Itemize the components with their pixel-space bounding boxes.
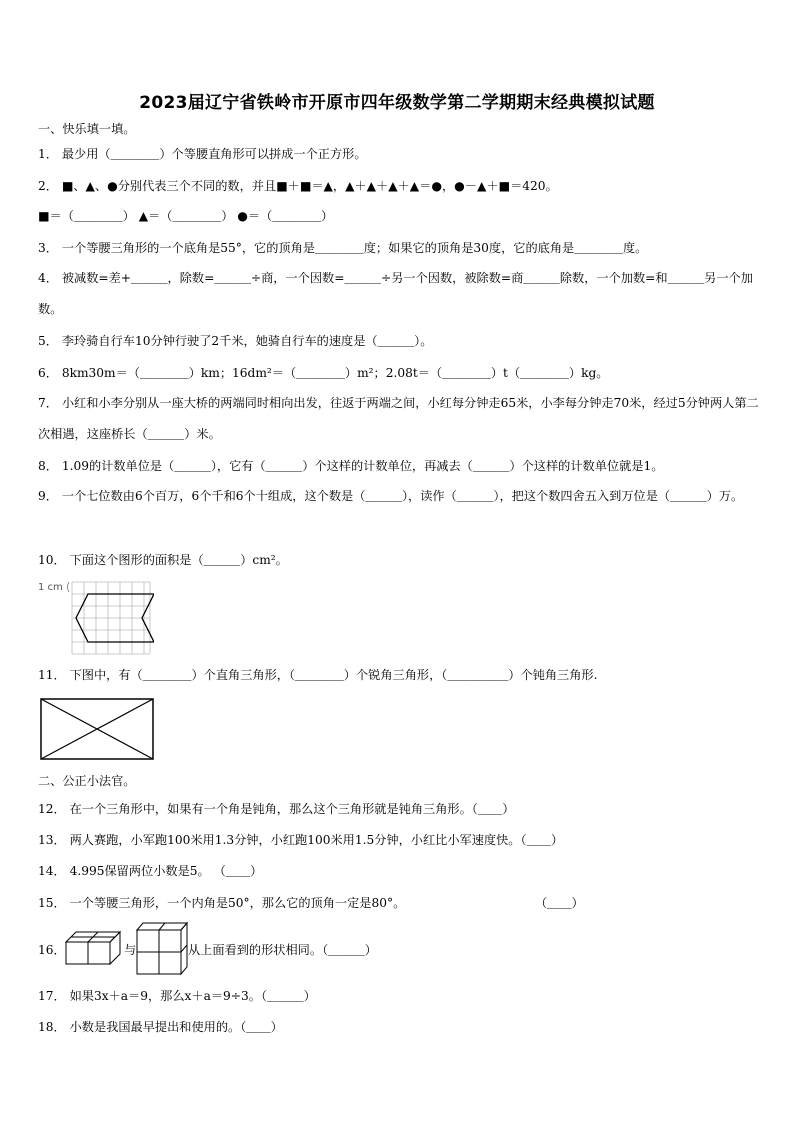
question-2-blanks: ■＝（＿＿＿＿） ▲＝（＿＿＿＿） ●＝（＿＿＿＿） (38, 209, 334, 223)
page-title: 2023届辽宁省铁岭市开原市四年级数学第二学期期末经典模拟试题 (139, 93, 655, 113)
question-3: 3． 一个等腰三角形的一个底角是55°，它的顶角是＿＿＿＿度；如果它的顶角是30度，它的底角是＿＿＿＿度。 (38, 241, 648, 255)
question-11: 11． 下图中，有（＿＿＿＿）个直角三角形，（＿＿＿＿）个锐角三角形，（＿＿＿＿＿）个钝角三角形. (38, 668, 598, 682)
question-6: 6． 8km30m＝（＿＿＿＿）km；16dm²＝（＿＿＿＿）m²；2.08t＝（＿＿＿＿）t（＿＿＿＿）kg。 (38, 366, 609, 380)
question-16-and: 与 (124, 943, 137, 957)
question-5: 5． 李玲骑自行车10分钟行驶了2千米，她骑自行车的速度是（＿＿＿）。 (38, 334, 433, 348)
section-heading-judge: 二、公正小法官。 (38, 774, 136, 788)
cubes-figure-left (64, 926, 124, 970)
question-17: 17． 如果3x＋a＝9，那么x＋a＝9÷3。（＿＿＿） (38, 989, 316, 1003)
question-12: 12． 在一个三角形中，如果有一个角是钝角，那么这个三角形就是钝角三角形。（＿＿） (38, 802, 515, 816)
question-8: 8． 1.09的计数单位是（＿＿＿），它有（＿＿＿）个这样的计数单位，再减去（＿＿＿）个这样的计数单位就是1。 (38, 459, 664, 473)
question-18: 18． 小数是我国最早提出和使用的。（＿＿） (38, 1020, 283, 1034)
grid-lines (72, 582, 150, 654)
unit-brace (68, 582, 70, 592)
question-2: 2． ■、▲、●分别代表三个不同的数，并且■＋■＝▲，▲＋▲＋▲＋▲＝●，●－▲＋■＝420。 (38, 179, 558, 193)
section-heading-fill: 一、快乐填一填。 (38, 122, 136, 136)
rectangle-diagonals-figure (40, 698, 156, 762)
question-15: 15． 一个等腰三角形，一个内角是50°，那么它的顶角一定是80°。 (38, 896, 406, 910)
question-16-text: 从上面看到的形状相同。（＿＿＿） (188, 943, 377, 957)
question-9: 9． 一个七位数由6个百万，6个千和6个十组成，这个数是（＿＿＿），读作（＿＿＿），把这个数四舍五入到万位是（＿＿＿）万。 (38, 489, 744, 503)
question-1: 1． 最少用（＿＿＿＿）个等腰直角形可以拼成一个正方形。 (38, 147, 367, 161)
question-16-number: 16． (38, 943, 66, 957)
grid-unit-label: 1 cm (38, 582, 63, 593)
question-14: 14． 4.995保留两位小数是5。 （＿＿） (38, 864, 263, 878)
cubes-figure-right (135, 920, 189, 976)
question-7: 7． 小红和小李分别从一座大桥的两端同时相向出发，往返于两端之间，小红每分钟走65米，小李每分钟走70米，经过5分钟两人第二次相遇，这座桥长（＿＿＿）米。 (38, 396, 759, 441)
question-10: 10． 下面这个图形的面积是（＿＿＿）cm²。 (38, 553, 288, 567)
grid-hexagon-figure (36, 578, 154, 658)
question-13: 13． 两人赛跑，小军跑100米用1.3分钟，小红跑100米用1.5分钟，小红比小军速度快。（＿＿） (38, 833, 564, 847)
question-15-answer-blank: （＿＿） (535, 896, 584, 910)
question-4: 4． 被减数=差+＿＿＿，除数=＿＿＿÷商，一个因数=＿＿＿÷另一个因数，被除数=商＿＿＿除数，一个加数=和＿＿＿另一个加数。 (38, 271, 753, 316)
